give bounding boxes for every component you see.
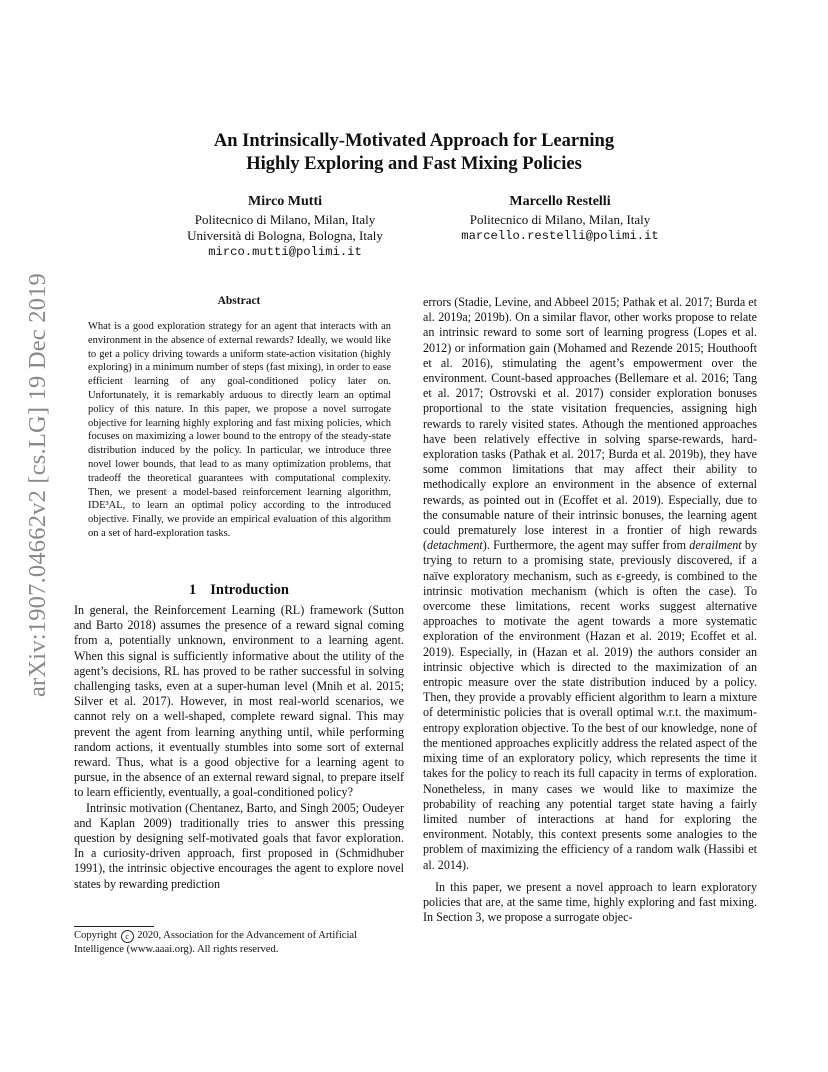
arxiv-stamp <box>18 272 58 698</box>
footnote-text: Copyright <box>74 930 117 941</box>
text-run: by trying to return to a promising state, previously discovered, if a naïve exploratory mechanism, such as ϵ-greedy, is combined to the intrinsic motivation mechanism (which is often the case). To overcome these limitations, recent works suggest alternative approaches to motivate the agent towards a more systematic exploration of the environment (Hazan et al. 2019; Ecoffet et al. 2019). Especially, in (Hazan et al. 2019) the authors consider an intrinsic objective which is directed to the maximization of an entropic measure over the state distribution induced by a policy. Then, they provide a provably efficient algorithm to learn a mixture of deterministic policies that is overall optimal w.r.t. the maximum-entropy exploration objective. To the best of our knowledge, none of the mentioned approaches explicitly address the related aspect of the mixing time of an exploratory policy, which represents the time it takes for the policy to reach its full capacity in terms of exploration. Nonetheless, in many cases we would like to maximize the probability of reaching any potential target state having a fairly limited number of interactions at hand for exploring the environment. Notably, this context presents some analogies to the problem of maximizing the efficiency of a random walk (Hassibi et al. 2014). <box>423 538 758 872</box>
author-affiliation: Politecnico di Milano, Milan, Italy <box>194 212 376 227</box>
arxiv-stamp-text: arXiv:1907.04662v2 [cs.LG] 19 Dec 2019 <box>24 272 51 698</box>
author-affiliation: Università di Bologna, Bologna, Italy <box>187 228 383 243</box>
copyright-icon: c <box>121 930 134 943</box>
paragraph: In general, the Reinforcement Learning (RL) framework (Sutton and Barto 2018) assumes the presence of a reward signal coming from a, potentially unknown, environment to a learning agent. When this signal is sufficiently informative about the utility of the agent’s decisions, RL has proved to be rather successful in solving challenging tasks, even at a super-human level (Mnih et al. 2015; Silver et al. 2017). However, in most real-world scenarios, we cannot rely on a well-shaped, complete reward signal. This may prevent the agent from learning anything until, while performing random actions, it eventually stumbles into some sort of external reward. Thus, what is a good objective for a learning agent to pursue, in the absence of an external reward signal, to prepare itself to learn efficiently, eventually, a goal-conditioned policy? <box>74 603 404 800</box>
right-column-body <box>423 295 757 925</box>
section-title: Introduction <box>210 582 289 598</box>
text-run: ). Furthermore, the agent may suffer from <box>482 538 690 553</box>
copyright-footnote <box>74 929 404 957</box>
title-line-2: Highly Exploring and Fast Mixing Policies <box>246 154 582 174</box>
paper-title <box>120 130 708 176</box>
abstract-text: What is a good exploration strategy for an agent that interacts with an environment in the absence of external rewards? Ideally, we would like to get a policy driving towards a uniform state-action visitation (highly exploring) in a minimum number of steps (fast mixing), in order to ease efficient learning of any goal-conditioned policy later on. Unfortunately, it is remarkably arduous to directly learn an optimal policy of this nature. In this paper, we propose a novel surrogate objective for learning highly exploring and fast mixing policies, which focuses on maximizing a lower bound to the entropy of the steady-state distribution induced by the policy. In particular, we introduce three novel lower bounds, that lead to as many optimization problems, that tradeoff the theoretical guarantees with computational complexity. Then, we present a model-based reinforcement learning algorithm, IDE³AL, to learn an optimal policy according to the introduced objective. Finally, we provide an empirical evaluation of this algorithm on a set of hard-exploration tasks. <box>88 321 391 539</box>
author-name: Mirco Mutti <box>248 194 322 209</box>
author-block-2 <box>425 194 695 244</box>
abstract-heading: Abstract <box>217 295 261 307</box>
author-email: marcello.restelli@polimi.it <box>461 229 659 243</box>
author-email: mirco.mutti@polimi.it <box>208 245 362 259</box>
author-block-1 <box>150 194 420 260</box>
author-affiliation: Politecnico di Milano, Milan, Italy <box>469 212 651 227</box>
footnote-rule <box>74 926 154 927</box>
emphasis: derailment <box>689 538 742 553</box>
section-number: 1 <box>189 582 197 598</box>
title-line-1: An Intrinsically-Motivated Approach for Learning <box>213 131 615 151</box>
paragraph: Intrinsic motivation (Chentanez, Barto, and Singh 2005; Oudeyer and Kaplan 2009) traditionally tries to answer this pressing question by designing self-motivated goals that favor exploration. In a curiosity-driven approach, first proposed in (Schmidhuber 1991), the intrinsic objective encourages the agent to explore novel states by rewarding prediction <box>74 800 404 891</box>
author-name: Marcello Restelli <box>509 194 611 209</box>
text-run: errors (Stadie, Levine, and Abbeel 2015; Pathak et al. 2017; Burda et al. 2019a; 2019b). On a similar flavor, other works propose to relate an intrinsic reward to some sort of learning progress (Lopes et al. 2012) or information gain (Mohamed and Rezende 2015; Houthooft et al. 2016), stimulating the agent’s empowerment over the environment. Count-based approaches (Bellemare et al. 2016; Tang et al. 2017; Ostrovski et al. 2017) consider exploration bonuses proportional to the state visitation frequencies, assigning high rewards to rarely visited states. Athough the mentioned approaches have been relatively effective in solving sparse-rewards, hard-exploration tasks (Pathak et al. 2017; Burda et al. 2019b), they have some common limitations that may affect their ability to methodically explore an environment in the absence of external rewards, as pointed out in (Ecoffet et al. 2019). Especially, due to the consumable nature of their intrinsic bonuses, the learning agent could prematurely lose interest in a frontier of high rewards ( <box>423 295 757 553</box>
emphasis: detachment <box>427 538 483 553</box>
paragraph: In this paper, we present a novel approach to learn exploratory policies that are, at the same time, highly exploring and fast mixing. In Section 3, we propose a surrogate objec- <box>423 879 757 925</box>
footnote-text: 2020, Association for the Advancement of Artificial Intelligence (www.aaai.org). All rights reserved. <box>74 930 358 955</box>
left-column-body <box>74 603 404 892</box>
paragraph <box>423 295 757 873</box>
section-heading <box>74 582 404 599</box>
